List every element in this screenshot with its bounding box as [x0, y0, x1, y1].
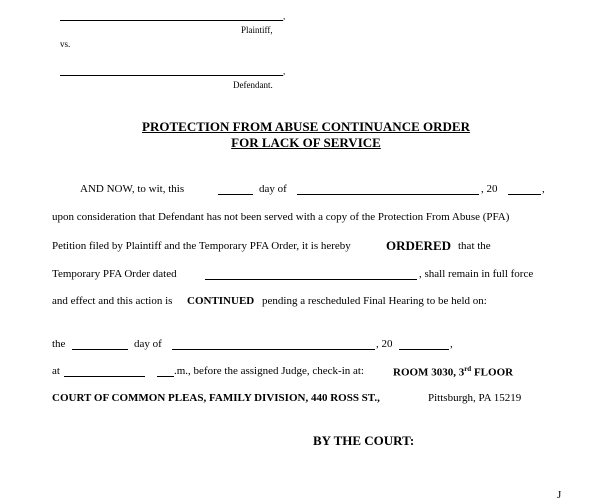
year-suffix-text: , — [542, 183, 545, 195]
document-title-line1: PROTECTION FROM ABUSE CONTINUANCE ORDER — [142, 119, 470, 134]
court-address-text: COURT OF COMMON PLEAS, FAMILY DIVISION, 440 ROSS ST., — [52, 392, 380, 404]
corner-mark: J — [557, 489, 562, 501]
plaintiff-label: Plaintiff, — [241, 25, 273, 35]
and-now-text: AND NOW, to wit, this — [80, 183, 185, 195]
ordered-text: ORDERED — [386, 238, 452, 253]
defendant-name-line[interactable] — [60, 75, 283, 76]
petition-text: Petition filed by Plaintiff and the Temporary PFA Order, it is hereby — [52, 240, 351, 252]
month-blank[interactable] — [297, 194, 479, 195]
remain-text: , shall remain in full force — [419, 268, 534, 280]
plaintiff-comma: , — [283, 11, 286, 21]
hearing-year-blank[interactable] — [399, 349, 449, 350]
the-text: the — [52, 338, 66, 350]
hearing-year-prefix: , 20 — [376, 338, 393, 350]
room-text: ROOM 3030, 3 — [393, 366, 465, 379]
hearing-day-blank[interactable] — [72, 349, 128, 350]
room-floor-text — [393, 365, 513, 379]
pending-text: pending a rescheduled Final Hearing to be held on: — [262, 295, 487, 307]
effect-text: and effect and this action is — [52, 295, 173, 307]
year-blank[interactable] — [508, 194, 541, 195]
vs-label: vs. — [60, 39, 71, 49]
city-text: Pittsburgh, PA 15219 — [428, 392, 522, 404]
hearing-year-suffix: , — [450, 338, 453, 350]
at-text: at — [52, 365, 60, 377]
hearing-month-blank[interactable] — [172, 349, 375, 350]
order-date-blank[interactable] — [205, 279, 417, 280]
hearing-day-of-text: day of — [134, 338, 162, 350]
consideration-text: upon consideration that Defendant has not been served with a copy of the Protection From Abuse (PFA) — [52, 211, 510, 223]
year-prefix-text: , 20 — [481, 183, 498, 195]
plaintiff-name-line[interactable] — [60, 20, 283, 21]
floor-superscript: rd — [464, 365, 472, 373]
am-pm-blank[interactable] — [157, 376, 174, 377]
hearing-time-blank[interactable] — [64, 376, 145, 377]
continued-text: CONTINUED — [187, 295, 255, 307]
by-the-court-text: BY THE COURT: — [313, 433, 415, 448]
before-judge-text: .m., before the assigned Judge, check-in at: — [174, 365, 364, 377]
defendant-comma: , — [283, 66, 286, 76]
order-dated-text: Temporary PFA Order dated — [52, 268, 177, 280]
defendant-label: Defendant. — [233, 80, 273, 90]
day-of-text: day of — [259, 183, 287, 195]
document-title-line2: FOR LACK OF SERVICE — [231, 135, 381, 150]
that-the-text: that the — [458, 240, 491, 252]
day-blank[interactable] — [218, 194, 253, 195]
floor-text: FLOOR — [471, 366, 514, 379]
